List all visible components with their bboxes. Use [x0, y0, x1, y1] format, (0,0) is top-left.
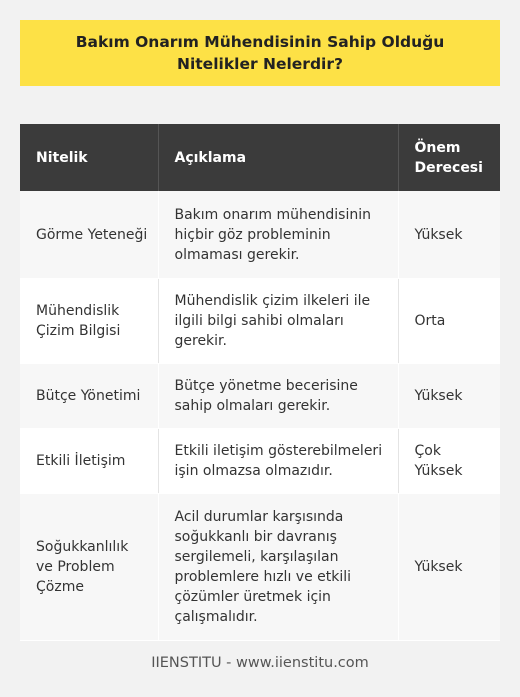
- cell-aciklama: Bütçe yönetme becerisine sahip olmaları gerekir.: [158, 364, 398, 429]
- cell-onem-derecesi: Yüksek: [398, 494, 500, 641]
- column-header-aciklama: Açıklama: [158, 124, 398, 191]
- cell-onem-derecesi: Çok Yüksek: [398, 429, 500, 494]
- column-header-nitelik: Nitelik: [20, 124, 158, 191]
- page-title: Bakım Onarım Mühendisinin Sahip Olduğu Nitelikler Nelerdir?: [75, 33, 445, 73]
- column-header-onem-derecesi: Önem Derecesi: [398, 124, 500, 191]
- cell-aciklama: Acil durumlar karşısında soğukkanlı bir davranış sergilemeli, karşılaşılan problemlere hızlı ve etkili çözümler üretmek için çalışmalıdır.: [158, 494, 398, 641]
- cell-aciklama: Etkili iletişim gösterebilmeleri işin olmazsa olmazıdır.: [158, 429, 398, 494]
- table-header-row: [20, 124, 500, 191]
- cell-onem-derecesi: Orta: [398, 279, 500, 364]
- table-row: [20, 191, 500, 279]
- qualifications-table: [20, 124, 500, 641]
- footer-credit: IIENSTITU - www.iienstitu.com: [151, 655, 369, 671]
- table-row: [20, 279, 500, 364]
- title-banner: [20, 20, 500, 86]
- cell-aciklama: Mühendislik çizim ilkeleri ile ilgili bilgi sahibi olmaları gerekir.: [158, 279, 398, 364]
- cell-nitelik: Etkili İletişim: [20, 429, 158, 494]
- cell-nitelik: Mühendislik Çizim Bilgisi: [20, 279, 158, 364]
- cell-onem-derecesi: Yüksek: [398, 364, 500, 429]
- cell-nitelik: Bütçe Yönetimi: [20, 364, 158, 429]
- cell-onem-derecesi: Yüksek: [398, 191, 500, 279]
- table-row: [20, 429, 500, 494]
- cell-nitelik: Soğukkanlılık ve Problem Çözme: [20, 494, 158, 641]
- cell-nitelik: Görme Yeteneği: [20, 191, 158, 279]
- table-row: [20, 494, 500, 641]
- cell-aciklama: Bakım onarım mühendisinin hiçbir göz probleminin olmaması gerekir.: [158, 191, 398, 279]
- table-row: [20, 364, 500, 429]
